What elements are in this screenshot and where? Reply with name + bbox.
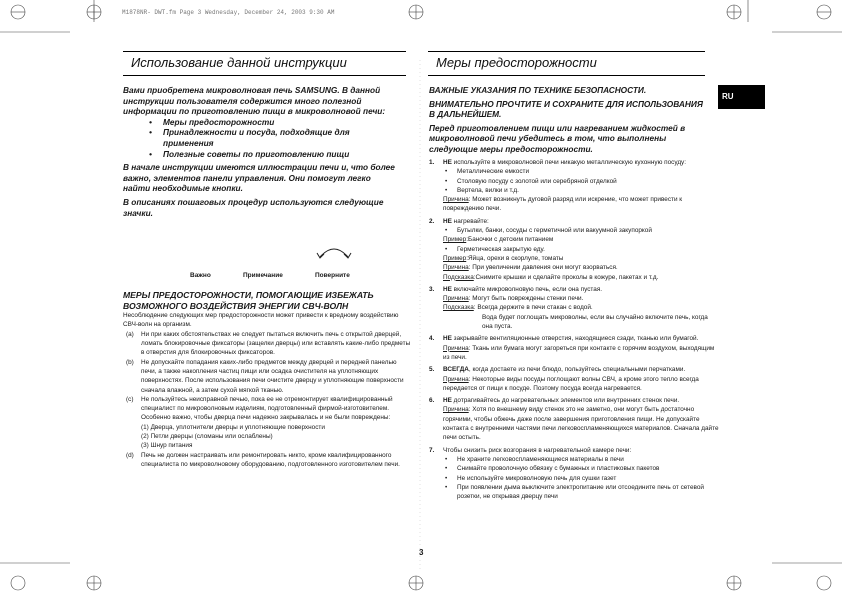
precaution-item-1: 1. НЕ используйте в микроволновой печи никакую металлическую кухонную посуду: • Металлические емкости • Столовую посуду с золотой или серебряной отделкой • Вертела, вилки и т.д. Причина: Может возникнуть дуговой разряд или искрение, что может привести к повреждению печи. (429, 158, 719, 214)
print-header: M1878NR- DWT.fm Page 3 Wednesday, December 24, 2003 9:30 AM (122, 9, 335, 16)
precautions-list (429, 158, 719, 501)
precaution-item-6: 6. НЕ дотрагивайтесь до нагревательных элементов или внутренних стенок печи. Причина: Хотя по внешнему виду стенок это не заметно, они могут быть достаточно горячими, чтобы обжечь даже после завершения приготовления пищи. Не допускайте контакта с внутренними частями печи легковоспламеняющихся материалов. Сначала дайте печи остыть. (429, 397, 719, 442)
list-item: • Снимайте проволочную обвязку с бумажных и пластиковых пакетов (445, 465, 660, 473)
left-section-header (123, 51, 406, 76)
reason-line: Причина: Могут быть повреждены стенки печи. (443, 295, 584, 303)
intro-paragraph: В начале инструкции имеются иллюстрации печи и, что более важно, элементов панели управления. Они помогут легко найти необходимые кнопки. (123, 162, 395, 194)
bullet-icon: • (149, 127, 152, 138)
precaution-item-5: 5. ВСЕГДА, когда достаете из печи блюдо, пользуйтесь специальными перчатками. Причина: Некоторые виды посуды поглощают волны СВЧ, а кроме этого тепло всегда передается от пищи к посуде. Поэтому посуда всегда нагревается. (429, 365, 719, 393)
section-title: МЕРЫ ПРЕДОСТОРОЖНОСТИ, ПОМОГАЮЩИЕ ИЗБЕЖАТЬ ВОЗМОЖНОГО ВОЗДЕЙСТВИЯ ЭНЕРГИИ СВЧ-ВОЛН (123, 290, 374, 311)
bullet-icon: • (445, 483, 448, 491)
precaution-item-7: 7. Чтобы снизить риск возгорания в нагревательной камере печи: • Не храните легковоспламеняющиеся материалы в печи • Снимайте проволочную обвязку с бумажных и пластиковых пакетов • Не используйте микроволновую печь для сушки газет • При появлении дыма выключите электропитание или отсоедините печь от сетевой розетки, не открывая дверцу печи (429, 446, 719, 502)
bullet-icon: • (445, 177, 448, 185)
language-badge: RU (718, 85, 765, 109)
bullet-icon: • (149, 116, 152, 127)
example-line: Пример:Баночки с детским питанием (443, 236, 554, 244)
right-header-title: Меры предосторожности (436, 55, 597, 70)
page-number: 3 (419, 548, 424, 557)
list-item: • Меры предосторожности (149, 116, 275, 127)
bullet-icon: • (445, 186, 448, 194)
bullet-icon: • (445, 245, 448, 253)
reason-line: Причина: Хотя по внешнему виду стенок это не заметно, они могут быть достаточно горячими, чтобы обжечь даже после завершения приготовления пищи. Не допускайте контакта с внутренними частями печи легковоспламеняющихся материалов. Сначала дайте печи остыть. (443, 406, 719, 442)
bullet-icon: • (149, 148, 152, 159)
sub-list-item: (3) Шнур питания (141, 442, 193, 450)
hint-line: Подсказка: Всегда держите в печи стакан с водой. (443, 304, 593, 312)
list-item: • Не используйте микроволновую печь для сушки газет (445, 474, 617, 482)
precautions-heading-3: Перед приготовлением пищи или нагреванием жидкостей в микроволновой печи убедитесь в том, что выполнены следующие меры предосторожности. (429, 122, 686, 154)
bullet-icon: • (445, 455, 448, 463)
precaution-item-3: 3. НЕ включайте микроволновую печь, если она пустая. Причина: Могут быть повреждены стенки печи. Подсказка: Всегда держите в печи стакан с водой. Вода будет поглощать микроволны, если вы случайно включите печь, когда она пуста. (429, 285, 719, 331)
bullet-icon: • (445, 465, 448, 473)
bullet-icon: • (445, 227, 448, 235)
list-item: • Столовую посуду с золотой или серебряной отделкой (445, 177, 617, 185)
bullet-icon: • (445, 474, 448, 482)
list-item: (c) Не пользуйтесь неисправной печью, пока ее не отремонтирует квалифицированный специалист по микроволновым изделиям, подготовленный фирмой-изготовителем. Особенно важно, чтобы дверца печи надежно закрывалась и не были повреждены: (1) Дверца, уплотнители дверцы и уплотняющие поверхности (2) Петли дверцы (сломаны или ослаблены) (3) Шнур питания (123, 395, 413, 451)
microwave-item-list (123, 330, 413, 469)
precaution-item-4: 4. НЕ закрывайте вентиляционные отверстия, находящиеся сзади, тканью или бумагой. Причина: Ткань или бумага могут загореться при контакте с горячим воздухом, выходящим из печи. (429, 334, 719, 362)
list-item: • Полезные советы по приготовлению пищи (149, 148, 350, 159)
list-item: (a) Ни при каких обстоятельствах не следует пытаться включить печь с открытой дверцей, ломать блокировочные фиксаторы (защелки дверцы) или вставлять какие-либо предметы в отверстия для блокировочных фиксаторов. (126, 330, 411, 357)
intro-paragraph: Вами приобретена микроволновая печь SAMSUNG. В данной инструкции пользователя содержится много полезной информации по приготовлению пищи в микроволновой печи: (123, 85, 386, 117)
list-item: (b) Не допускайте попадания каких-либо предметов между дверцей и передней панелью печи, а также накопления частиц пищи или осадка очистителя на уплотняющих поверхностях. После использования печи очистите дверцу и уплотняющие поверхности сначала влажной, а затем сухой мягкой тканью. (126, 358, 404, 394)
intro-paragraph: В описаниях пошаговых процедур используются следующие значки. (123, 196, 384, 218)
symbol-label-important: Важно (190, 272, 211, 279)
reason-line: Причина: Некоторые виды посуды поглощают волны СВЧ, а кроме этого тепло всегда передается от пищи к посуде. Поэтому посуда всегда нагревается. (443, 375, 699, 392)
list-item: • Бутылки, банки, сосуды с герметичной или вакуумной закупоркой (445, 227, 652, 235)
symbol-label-turn: Поверните (315, 272, 350, 279)
microwave-exposure-section (123, 290, 413, 469)
reason-line: Причина: Может возникнуть дуговой разряд или искрение, что может привести к повреждению печи. (443, 196, 683, 213)
hint-continuation: Вода будет поглощать микроволны, если вы случайно включите печь, когда она пуста. (482, 313, 708, 331)
precautions-header-block (429, 85, 711, 155)
list-item: • Герметическая закрытую еду. (445, 245, 545, 253)
list-item: (d) Печь не должен настраивать или ремонтировать никто, кроме квалифицированного специалиста по микроволновому оборудованию, подготовленного изготовителем печи. (126, 451, 400, 468)
list-item: • Принадлежности и посуда, подходящие для применения (149, 127, 350, 148)
intro-bullet-list (123, 117, 395, 159)
sub-list-item: (2) Петли дверцы (сломаны или ослаблены) (141, 433, 273, 441)
right-section-header (428, 51, 705, 76)
precautions-heading-2: ВНИМАТЕЛЬНО ПРОЧТИТЕ И СОХРАНИТЕ ДЛЯ ИСПОЛЬЗОВАНИЯ В ДАЛЬНЕЙШЕМ. (429, 98, 703, 120)
list-item: • При появлении дыма выключите электропитание или отсоедините печь от сетевой розетки, не открывая дверцу печи (445, 483, 704, 501)
sub-list-item: (1) Дверца, уплотнители дверцы и уплотняющие поверхности (141, 423, 325, 431)
precautions-heading-1: ВАЖНЫЕ УКАЗАНИЯ ПО ТЕХНИКЕ БЕЗОПАСНОСТИ. (429, 85, 647, 95)
left-header-title: Использование данной инструкции (131, 55, 347, 70)
reason-line: Причина: При увеличении давления они могут взорваться. (443, 264, 618, 272)
precaution-item-2: 2. НЕ нагревайте: • Бутылки, банки, сосуды с герметичной или вакуумной закупоркой Пример:Баночки с детским питанием • Герметическая закрытую еду. Пример:Яйца, орехи в скорлупе, томаты Причина: При увеличении давления они могут взорваться. Подсказка:Снимите крышки и сделайте проколы в кожуре, пакетах и т.д. (429, 217, 719, 282)
section-intro: Несоблюдение следующих мер предосторожности может привести к вредному воздействию СВЧ-волн на организм. (123, 312, 399, 329)
symbol-label-note: Примечание (243, 272, 283, 279)
list-item: • Вертела, вилки и т.д. (445, 186, 519, 194)
hint-line: Подсказка:Снимите крышки и сделайте проколы в кожуре, пакетах и т.д. (443, 273, 659, 281)
intro-section (123, 85, 395, 218)
bullet-icon: • (445, 168, 448, 176)
turn-knob-icon (314, 243, 354, 261)
reason-line: Причина: Ткань или бумага могут загореться при контакте с горячим воздухом, выходящим из печи. (443, 344, 715, 361)
example-line: Пример:Яйца, орехи в скорлупе, томаты (443, 254, 564, 262)
list-item: • Металлические емкости (445, 168, 530, 176)
list-item: • Не храните легковоспламеняющиеся материалы в печи (445, 455, 624, 463)
